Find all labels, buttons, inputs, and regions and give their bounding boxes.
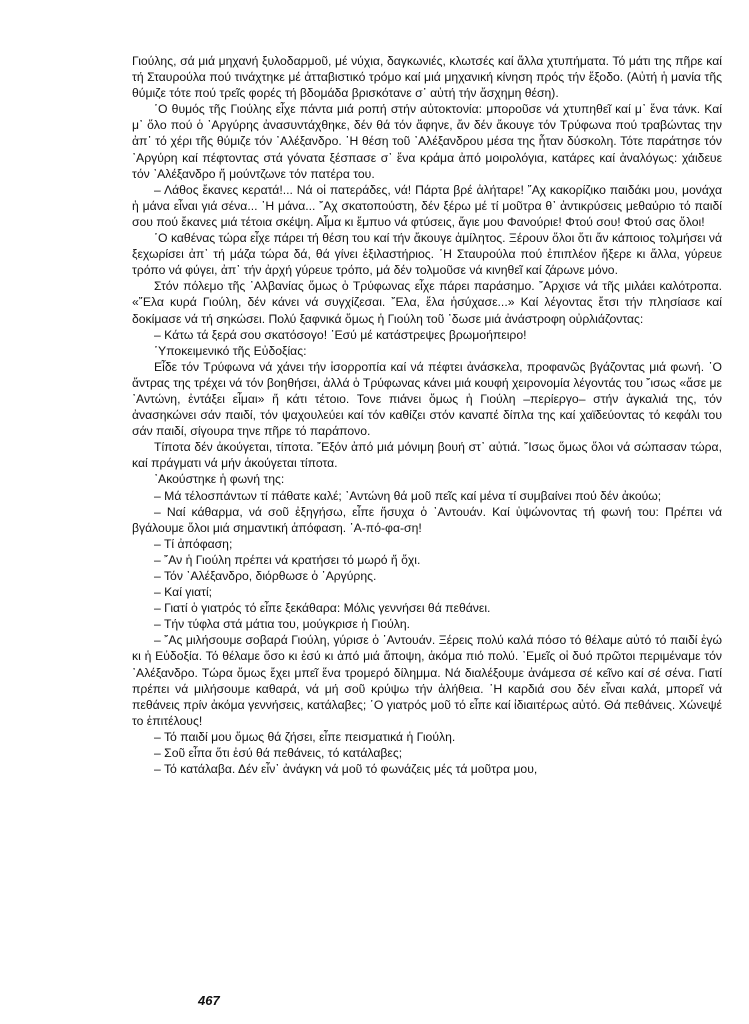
paragraph: – Καί γιατί; <box>154 585 213 600</box>
paragraph: ῾Ο καθένας τώρα εἶχε πάρει τή θέση του καί τήν ἄκουγε ἀμίλητος. Ξέρουν ὅλοι ὅτι ἄν κάποιος τολμήσει νά ξεχωρίσει ἀπ᾿ τή μάζα τώρα δά, θά γίνει ἐξιλαστήριος. ῾Η Σταυρούλα πού ἐπιπλέον ἤξερε κι ἄλλα, γύρευε τρόπο νά φύγει, ἀπ᾿ τήν ἀρχή γύρευε τρόπο, μά δέν τολμοῦσε νά κινηθεῖ καί ζάρωνε μόνο. <box>132 231 722 278</box>
paragraph: – Ναί κάθαρμα, νά σοῦ ἐξηγήσω, εἶπε ἥσυχα ὁ ᾿Αντουάν. Καί ὑψώνοντας τή φωνή του: Πρέπει νά βγάλουμε ὅλοι μιά σημαντική ἀπόφαση. ᾿Α-πό-φα-ση! <box>132 504 722 535</box>
paragraph: Τίποτα δέν ἀκούγεται, τίποτα. ῎Εξόν ἀπό μιά μόνιμη βουή στ᾿ αὐτιά. ῎Ισως ὅμως ὅλοι νά σώπασαν τώρα, καί πράγματι νά μήν ἀκούγεται τίποτα. <box>132 440 722 471</box>
paragraph: ῾Υποκειμενικό τῆς Εὐδοξίας: <box>154 343 307 358</box>
paragraph: – Τό παιδί μου ὅμως θά ζήσει, εἶπε πεισματικά ἡ Γιούλη. <box>154 729 456 744</box>
paragraph: – Μά τέλοσπάντων τί πάθατε καλέ; ᾿Αντώνη θά μοῦ πεῖς καί μένα τί συμβαίνει πού δέν ἀκούω; <box>154 488 662 503</box>
paragraph: Εἶδε τόν Τρύφωνα νά χάνει τήν ἰσορροπία καί νά πέφτει ἀνάσκελα, προφανῶς βγάζοντας μιά φωνή. ῾Ο ἄντρας της τρέχει νά τόν βοηθήσει, ἀλλά ὁ Τρύφωνας κάνει μιά κουφή χειρονομία λέγοντάς του ῎ισως «ἄσε με ᾿Αντώνη, ἐντάξει εἶμαι» ἤ κάτι τέτοιο. Τονε πιάνει ὅμως ἡ Γιούλη –περίεργο– στήν ἀγκαλιά της, τόν ἀνασηκώνει σάν παιδί, τόν ψαχουλεύει καί τόν καθίζει στόν καναπέ δίπλα της καί χαϊδεύοντας τό κεφάλι του σάν παιδί, σίγουρα τηνε πῆρε τό παράπονο. <box>132 359 722 439</box>
text-column <box>132 53 722 777</box>
paragraph: – ῎Ας μιλήσουμε σοβαρά Γιούλη, γύρισε ὁ ᾿Αντουάν. Ξέρεις πολύ καλά πόσο τό θέλαμε αὐτό τό παιδί ἐγώ κι ἡ Εὐδοξία. Τό θέλαμε ὅσο κι ἐσύ κι ἀπό μιά ἄποψη, ἀκόμα πιό πολύ. ᾿Εμεῖς οἱ δυό πρῶτοι περιμέναμε τόν ᾿Αλέξανδρο. Τώρα ὅμως ἔχει μπεῖ ἕνα τρομερό δίλημμα. Νά διαλέξουμε ἀνάμεσα σέ κεῖνο καί σέ σένα. Γιατί πρέπει νά μιλήσουμε καθαρά, νά μή σοῦ κρύψω τήν ἀλήθεια. ῾Η καρδιά σου δέν εἶναι καλά, μπορεῖ νά πεθάνεις πρίν ἀκόμα γεννήσεις, κατάλαβες; ῾Ο γιατρός μοῦ τό εἶπε καί ἰδιαιτέρως αὐτό. Θά πεθάνεις. Χώνεψέ το ἐπιτέλους! <box>132 633 722 728</box>
paragraph: Στόν πόλεμο τῆς ᾿Αλβανίας ὅμως ὁ Τρύφωνας εἶχε πάρει παράσημο. ῎Αρχισε νά τῆς μιλάει καλότροπα. «῎Ελα κυρά Γιούλη, δέν κάνει νά συγχίζεσαι. ῎Ελα, ἔλα ἡσύχασε...» Καί λέγοντας ἔτσι τήν πλησίασε καί δοκίμασε νά τή σηκώσει. Πολύ ξαφνικά ὅμως ἡ Γιούλη τοῦ ᾿δωσε μιά ἀνάστροφη οὐρλιάζοντας: <box>132 279 722 326</box>
paragraph: Γιούλης, σά μιά μηχανή ξυλοδαρμοῦ, μέ νύχια, δαγκωνιές, κλωτσές καί ἄλλα χτυπήματα. Τό μάτι της πῆρε καί τή Σταυρούλα πού τινάχτηκε μέ ἀτταβιστικό τρόμο καί μιά μηχανική κίνηση πρός τήν ἔξοδο. (Αὐτή ἡ μανία τῆς θύμιζε τότε πού τρεῖς φορές τή βδομάδα βρισκότανε σ᾿ αὐτή τήν ἄσχημη θέση). <box>132 54 722 101</box>
paragraph: – Σοῦ εἶπα ὅτι ἐσύ θά πεθάνεις, τό κατάλαβες; <box>154 746 403 761</box>
paragraph: – Τό κατάλαβα. Δέν εἶν᾿ ἀνάγκη νά μοῦ τό φωνάζεις μές τά μοῦτρα μου, <box>154 762 538 777</box>
paragraph: ῾Ο θυμός τῆς Γιούλης εἶχε πάντα μιά ροπή στήν αὐτοκτονία: μποροῦσε νά χτυπηθεῖ καί μ᾿ ἕνα τάνκ. Καί μ᾿ ὅλο πού ὁ ᾿Αργύρης ἀνασυντάχθηκε, δέν θά τόν ἄφηνε, ἄν δέν ἄκουγε τόν Τρύφωνα πού τραβώντας την ἀπ᾿ τό χέρι τῆς θύμιζε τόν ᾿Αλέξανδρο. ῾Η θέση τοῦ ᾿Αλέξανδρου μέσα της ἦταν δύσκολη. Τότε παράτησε τόν ᾿Αργύρη καί πέφτοντας στά γόνατα ξέσπασε σ᾿ ἕνα κράμα ἀπό μοιρολόγια, κατάρες καί ἀναλόγως: χάιδευε τόν ᾿Αλέξανδρο ἤ μούντζωνε τόν πατέρα του. <box>132 102 722 181</box>
paragraph: – Τόν ᾿Αλέξανδρο, διόρθωσε ὁ ᾿Αργύρης. <box>154 569 377 583</box>
paragraph: – Τί ἀπόφαση; <box>154 536 233 551</box>
page-number: 467 <box>198 993 220 1008</box>
paragraph: – Γιατί ὁ γιατρός τό εἶπε ξεκάθαρα: Μόλις γεννήσει θά πεθάνει. <box>154 601 491 616</box>
paragraph: – Λάθος ἔκανες κερατά!... Νά οἱ πατεράδες, νά! Πάρτα βρέ ἀλήταρε! ῎Αχ κακορίζικο παιδάκι μου, μονάχα ἡ μάνα εἶναι γιά σένα... ῾Η μάνα... ῎Αχ σκατοπούστη, δέν ξέρω μέ τί μοῦτρα θ᾿ ἀντικρύσεις μεθαύριο τό παιδί σου πού ἔκανες μιά τέτοια σκέψη. Αἷμα κι ἔμπυο νά φτύσεις, ἄγιε μου Φανούριε! Φτού σου! Φτού σας ὅλοι! <box>132 182 722 229</box>
paragraph: – Τήν τύφλα στά μάτια του, μούγκρισε ἡ Γιούλη. <box>154 617 411 632</box>
paragraph: – ῎Αν ἡ Γιούλη πρέπει νά κρατήσει τό μωρό ἤ ὄχι. <box>154 552 421 567</box>
paragraph: – Κάτω τά ξερά σου σκατόσογο! ᾿Εσύ μέ κατάστρεψες βρωμοήπειρο! <box>154 327 527 342</box>
paragraph: ᾿Ακούστηκε ἡ φωνή της: <box>154 472 285 487</box>
